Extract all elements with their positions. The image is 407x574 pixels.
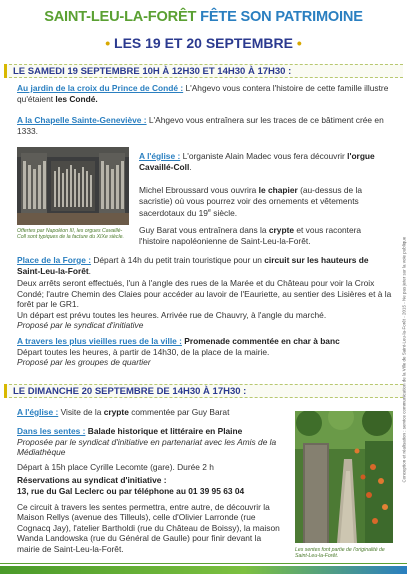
forge-label: Place de la Forge : [17, 255, 92, 265]
sentes-reservation-2: 13, rue du Gal Leclerc ou par téléphone au 01 39 95 63 04 [17, 485, 245, 496]
forge-bold: circuit sur les hauteurs de Saint-Leu-la-Forêt [17, 255, 369, 276]
eglise-block [139, 151, 391, 172]
chapier-sup: e [207, 208, 211, 215]
conde-label: Au jardin de la croix du Prince de Condé : [17, 83, 184, 93]
chapier-bold: le chapier [258, 185, 298, 195]
eglise-text: L'organiste Alain Madec vous fera découvrir [180, 151, 348, 161]
heading-marker [4, 384, 7, 398]
sunday-heading: LE DIMANCHE 20 SEPTEMBRE DE 14H30 À 17H30 : [13, 386, 247, 397]
sentes-bold: Balade historique et littéraire en Plaine [85, 426, 243, 436]
side-credit [400, 236, 407, 486]
forge-details: Deux arrêts seront effectués, l'un à l'angle des rues de la Marée et du Château pour voir la Croix Condé; l'autre Chemin des Claies pour accéder au lavoir de l'Eauriette, au sentier des Lisières et à la forêt par le GR1. [17, 278, 392, 310]
sentes-reservation-1: Réservations au syndicat d'initiative : [17, 475, 167, 486]
sunday-eglise-text1: Visite de la [58, 407, 104, 417]
chapelle-block [17, 115, 387, 136]
organ-image [17, 147, 129, 225]
side-credit-text: Conception et réalisation : service communication de la Ville de Saint-Leu-la-Forêt - 2015 - Ne pas jeter sur la voie publique [401, 236, 407, 483]
sentes-depart: Départ à 15h place Cyrille Lecomte (gare). Durée 2 h [17, 461, 214, 472]
title-event: FÊTE SON PATRIMOINE [200, 9, 363, 25]
path-image [295, 411, 393, 543]
forge-return: Un départ est prévu toutes les heures. Arrivée rue de Chauvry, à l'angle du marché. [17, 309, 327, 320]
sentes-description: Ce circuit à travers les sentes permettra, entre autre, de découvrir la Maison Rellys (avenue des Tilleuls), celle d'Olivier Larronde (rue Cognacq Jay), l'atelier Bartholdi (rue du Château de Boissy), la maison Wanda Landowska (rue du Général de Gaulle) pour finir devant la mairie de Saint-Leu-la-Forêt. [17, 501, 280, 554]
conde-block [17, 83, 395, 104]
footer-bar [0, 563, 407, 574]
crypte-bold: crypte [268, 225, 295, 235]
crypte-text2: et vous racontera l'histoire napoléonienne de Saint-Leu-la-Forêt. [139, 225, 362, 246]
forge-details-block [17, 278, 393, 331]
chapier-text3: siècle. [210, 207, 238, 218]
forge-block [17, 255, 393, 276]
forge-proposed: Proposé par le syndicat d'initiative [17, 320, 144, 331]
chapier-text2: (au-dessus de la sacristie) où vous pourrez voir des ornements et vêtements sacerdotaux du 19 [139, 185, 362, 218]
chapier-block [139, 185, 391, 219]
organ-photo [17, 147, 129, 225]
sentes-block [17, 426, 285, 555]
path-caption: Les sentes font partie de l'originalité de Saint-Leu-la-Forêt. [295, 547, 385, 559]
eglise-end: . [189, 161, 192, 172]
crypte-block [139, 225, 391, 246]
eglise-bold: l'orgue Cavaillé-Coll [139, 151, 375, 172]
chapelle-text: L'Ahgevo vous entraînera sur les traces de ce bâtiment crée en 1333. [17, 115, 384, 136]
path-photo [295, 411, 393, 543]
rues-label: A travers les plus vieilles rues de la ville : [17, 336, 182, 346]
saturday-heading-bar [4, 64, 403, 78]
rues-proposed: Proposé par les groupes de quartier [17, 357, 151, 368]
conde-bold: les Condé. [55, 93, 98, 104]
forge-text1: Départ à 14h du petit train touristique pour un [91, 255, 265, 265]
eglise-label: A l'église : [139, 151, 181, 161]
forge-text2: . [88, 265, 91, 276]
sunday-eglise-text2: commentée par Guy Barat [128, 407, 230, 417]
rues-block [17, 336, 395, 368]
conde-text: L'Ahgevo vous contera l'histoire de cette famille illustre qu'étaient [17, 83, 389, 104]
bullet-icon: • [105, 35, 111, 51]
sunday-heading-bar [4, 384, 403, 398]
saturday-heading: LE SAMEDI 19 SEPTEMBRE 10H À 12H30 ET 14H30 À 17H30 : [13, 66, 292, 77]
rues-bold: Promenade commentée en char à banc [181, 336, 340, 346]
chapelle-label: A la Chapelle Sainte-Geneviève : [17, 115, 147, 125]
sunday-eglise-bold: crypte [103, 407, 129, 417]
rues-text: Départ toutes les heures, à partir de 14h30, de la place de la mairie. [17, 346, 270, 357]
crypte-text1: Guy Barat vous entraînera dans la [139, 225, 269, 235]
chapier-text1: Michel Ebroussard vous ouvrira [139, 185, 259, 195]
sunday-eglise-block [17, 407, 285, 418]
event-dates [0, 35, 407, 51]
dates-text: LES 19 ET 20 SEPTEMBRE [114, 35, 293, 51]
sentes-proposed: Proposée par le syndicat d'initiative en partenariat avec les Amis de la Médiathèque [17, 436, 277, 458]
bullet-icon: • [296, 35, 302, 51]
sunday-eglise-label: A l'église : [17, 407, 59, 417]
footer-stripe [0, 566, 407, 574]
heading-marker [4, 64, 7, 78]
page-title [0, 9, 407, 25]
sentes-label: Dans les sentes : [17, 426, 86, 436]
title-town: SAINT-LEU-LA-FORÊT [44, 9, 197, 25]
organ-caption: Offertes par Napoléon III, les orgues Cavaillé-Coll sont typiques de la facture du XIXe siècle. [17, 228, 124, 240]
page-header [0, 0, 407, 60]
